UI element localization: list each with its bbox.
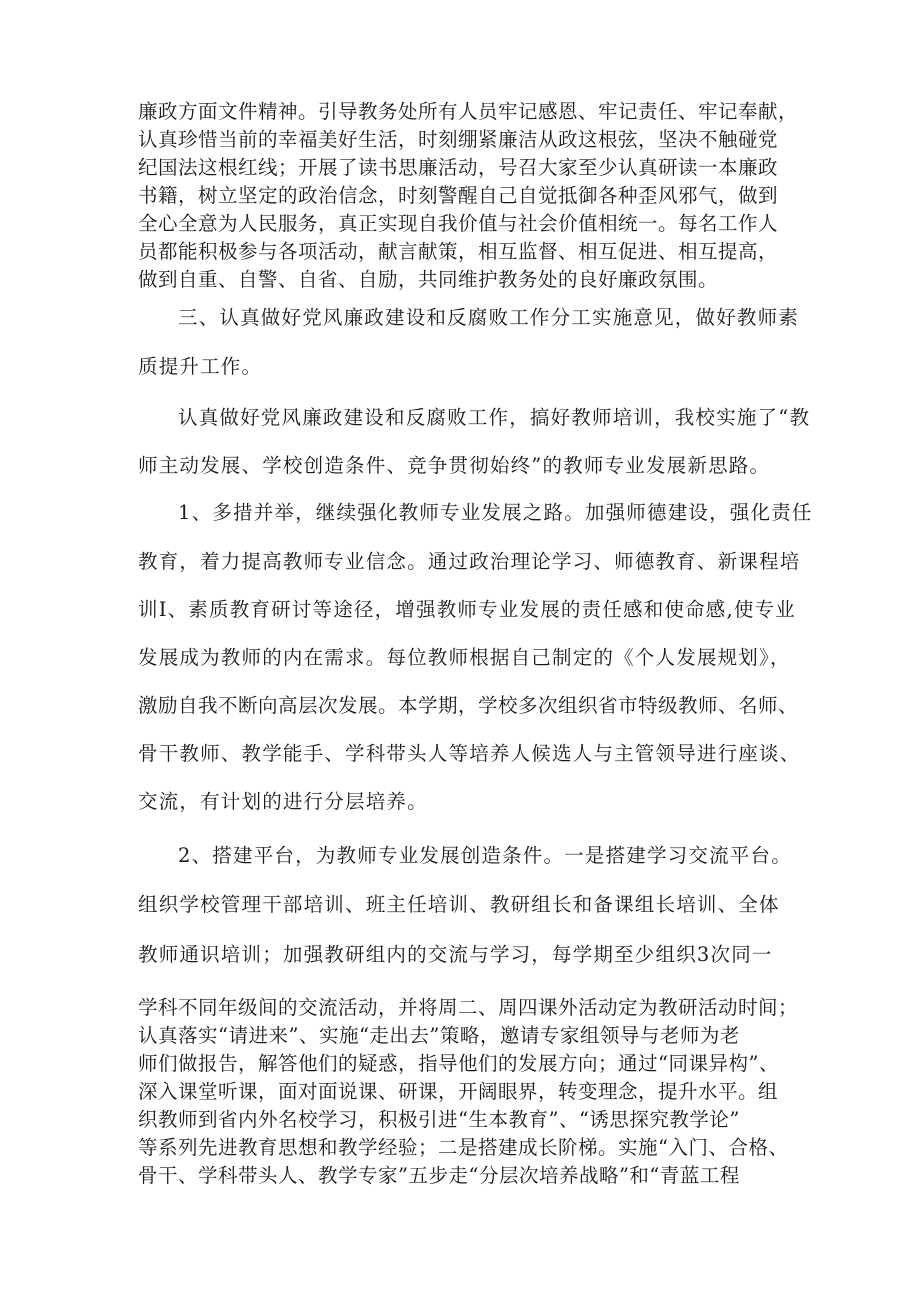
item-2-line: 教师通识培训；加强教研组内的交流与学习，每学期至少组织3次同一 (138, 943, 773, 966)
paragraph-2-line: 认真做好党风廉政建设和反腐败工作，搞好教师培训，我校实施了“教 (178, 406, 811, 429)
paragraph-1-line: 员都能积极参与各项活动，献言献策，相互监督、相互促进、相互提高， (138, 240, 779, 263)
item-1-line: 骨干教师、教学能手、学科带头人等培养人候选人与主管领导进行座谈、 (138, 742, 801, 765)
section-3-heading-line: 质提升工作。 (138, 355, 263, 378)
item-1-line: 教育，着力提高教师专业信念。通过政治理论学习、师德教育、新课程培 (138, 550, 801, 573)
item-2-line: 骨干、学科带头人、教学专家”五步走“分层次培养战略”和“青蓝工程 (138, 1164, 740, 1187)
item-2-line: 深入课堂听课，面对面说课、研课，开阔眼界，转变理念，提升水平。组 (138, 1080, 779, 1103)
paragraph-2-line: 师主动发展、学校创造条件、竞争贯彻始终”的教师专业发展新思路。 (138, 454, 771, 477)
item-2-line: 认真落实“请进来”、实施“走出去”策略，邀请专家组领导与老师为老 (138, 1024, 740, 1047)
paragraph-1-line: 廉政方面文件精神。引导教务处所有人员牢记感恩、牢记责任、牢记奉献， (138, 100, 799, 123)
paragraph-1-line: 全心全意为人民服务，真正实现自我价值与社会价值相统一。每名工作人 (138, 212, 779, 235)
item-1-line: 训I、素质教育研讨等途径，增强教师专业发展的责任感和使命感,使专业 (138, 598, 797, 621)
section-3-heading-line: 三、认真做好党风廉政建设和反腐败工作分工实施意见，做好教师素 (178, 306, 800, 329)
item-2-line: 织教师到省内外名校学习，积极引进“生本教育”、“诱思探究教学论” (138, 1108, 740, 1131)
paragraph-1-line: 书籍，树立坚定的政治信念，时刻警醒自己自觉抵御各种歪风邪气，做到 (138, 184, 779, 207)
paragraph-1-line: 做到自重、自警、自省、自励，共同维护教务处的良好廉政氛围。 (138, 268, 719, 291)
item-1-line: 1、多措并举，继续强化教师专业发展之路。加强师德建设，强化责任 (178, 501, 813, 524)
item-2-line: 组织学校管理干部培训、班主任培训、教研组长和备课组长培训、全体 (138, 893, 780, 916)
item-1-line: 交流，有计划的进行分层培养。 (138, 790, 428, 813)
paragraph-1-line: 纪国法这根红线；开展了读书思廉活动，号召大家至少认真研读一本廉政 (138, 156, 779, 179)
paragraph-1-line: 认真珍惜当前的幸福美好生活，时刻绷紧廉洁从政这根弦，坚决不触碰党 (138, 128, 779, 151)
item-2-line: 师们做报告，解答他们的疑惑，指导他们的发展方向；通过“同课异构”、 (138, 1052, 779, 1075)
item-2-line: 学科不同年级间的交流活动，并将周二、周四课外活动定为教研活动时间； (138, 996, 799, 1019)
item-2-line: 等系列先进教育思想和教学经验；二是搭建成长阶梯。实施“入门、合格、 (138, 1136, 789, 1159)
item-1-line: 发展成为教师的内在需求。每位教师根据自己制定的《个人发展规划》， (138, 646, 791, 669)
item-1-line: 激励自我不断向高层次发展。本学期，学校多次组织省市特级教师、名师、 (138, 694, 799, 717)
item-2-line: 2、搭建平台，为教师专业发展创造条件。一是搭建学习交流平台。 (178, 844, 792, 867)
